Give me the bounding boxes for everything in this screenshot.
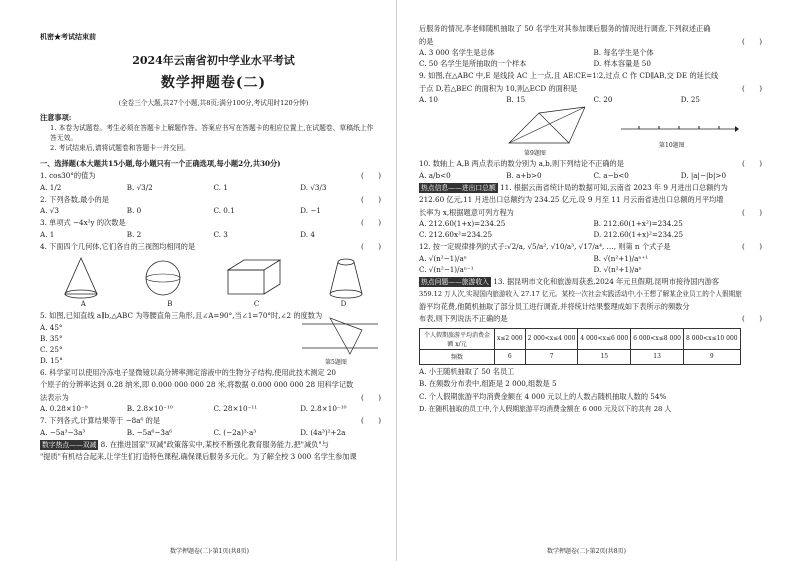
option-b: B. √(n²+1)/aⁿ⁺¹ <box>593 253 649 263</box>
exam-meta: (全卷三个大题,共27个小题,共8页;满分100分,考试用时120分钟) <box>118 99 309 107</box>
question-1: 1. cos30°的值为 ( ) <box>40 171 381 180</box>
figure-9-caption: 第9题图 <box>524 150 546 157</box>
question-13 <box>419 277 768 288</box>
question-8-options <box>419 47 768 69</box>
option-b: B. a+b>0 <box>506 170 542 180</box>
option-c: C. 25° <box>40 344 63 354</box>
question-10-text: 10. 数轴上 A,B 两点表示的数分别为 a,b,则下列结论不正确的是 <box>419 159 624 168</box>
table-header-cell: 个人假期旅游平均消费金额 x/元 <box>420 328 495 349</box>
option-c: C. 28×10⁻¹¹ <box>213 404 258 413</box>
option-a: A. 小王随机抽取了 50 名员工 <box>419 366 515 376</box>
frequency-table <box>419 328 741 365</box>
question-3-options <box>40 229 387 240</box>
question-2: 2. 下列各数,最小的是 ( ) <box>40 194 381 204</box>
hot-topic-tag: 数字热点——双减 <box>42 440 97 449</box>
table-cell: 9 <box>683 349 740 364</box>
question-7-text: 7. 下列各式,计算结果等于 −8a⁶ 的是 <box>40 416 161 425</box>
option-a: A. 212.60(1+x)=234.25 <box>419 219 506 228</box>
hot-topic-tag: 热点信息——进出口总额 <box>421 183 496 192</box>
option-d: D. √3/3 <box>300 182 327 192</box>
question-5-figure <box>300 316 380 360</box>
figures-9-10 <box>419 105 768 157</box>
question-6 <box>40 368 387 379</box>
option-b: B. 2 <box>126 229 142 239</box>
notice-2: 2. 考试结束后,请将试题卷和答题卡一并交回。 <box>50 144 190 152</box>
question-12-text: 12. 按一定规律排列的式子:√2/a, √5/a², √10/a³, √17/a⁴, …, 则第 n 个式子是 <box>419 242 671 251</box>
option-a: A <box>80 300 86 308</box>
hot-topic-tag: 热点问题——旅游收入 <box>421 277 489 286</box>
option-d: D. (4a³)²+2a <box>300 427 346 437</box>
option-c: C. √(n²−1)/aⁿ⁻¹ <box>419 264 474 274</box>
question-6-options <box>40 403 387 414</box>
question-1-text: 1. cos30°的值为 <box>40 171 96 180</box>
exam-page-2 <box>397 0 794 561</box>
question-12-options <box>419 253 768 275</box>
secret-label: 机密★考试结束前 <box>40 32 96 41</box>
question-5-text: 5. 如图,已知直线 a∥b,△ABC 为等腰直角三角形,且∠A=90°,当∠1=70°时,∠2 的度数为 <box>40 311 323 320</box>
question-3: 3. 单项式 −4x²y 的次数是 ( ) <box>40 218 381 227</box>
option-a: A. a/b<0 <box>419 170 451 180</box>
page-1-footer: 数学押题卷(二)·第1页(共8页) <box>170 548 249 555</box>
question-9-text-2: 于点 D,若△BEC 的面积为 10,则△ECD 的面积是 <box>419 83 578 93</box>
option-b: B. √3/2 <box>126 182 153 192</box>
question-12: 12. 按一定规律排列的式子:√2/a, √5/a², √10/a³, √17/a⁴, …, 则第 n 个式子是 ( ) <box>419 242 762 251</box>
table-cell: 7 <box>525 349 578 364</box>
question-13-text: 13. 据昆明市文化和旅游局获悉,2024 年元旦假期,昆明市接待国内游客 <box>493 276 720 286</box>
option-c: C. 1 <box>213 182 228 192</box>
table-cell: 6 <box>495 349 526 364</box>
option-c: C <box>253 300 260 308</box>
option-c: C. 20 <box>593 95 613 104</box>
question-6-text-3: 法表示为 <box>40 392 69 402</box>
option-d: D. −1 <box>300 206 321 215</box>
option-b: B. 0 <box>126 206 142 215</box>
question-9-options <box>419 94 768 105</box>
option-a: A. √3 <box>40 206 59 215</box>
question-4-text: 4. 下面四个几何体,它们各自的三视图均相同的是 <box>40 241 196 251</box>
question-5-body <box>40 322 387 366</box>
question-11-text-2: 212.60 亿元,11 月进出口总额约为 234.25 亿元,设 9 月至 11 月云南省进出口总额的月平均增 <box>419 195 724 204</box>
frustum-figure <box>326 256 366 300</box>
option-a: A. 1/2 <box>40 182 62 192</box>
option-a: A. 1 <box>40 229 55 239</box>
page-2-footer: 数学押题卷(二)·第2页(共8页) <box>547 548 626 555</box>
prism-figure <box>224 256 284 300</box>
option-b: B. 35° <box>40 333 63 343</box>
question-2-options <box>40 205 387 216</box>
question-11-text: 11. 根据云南省统计局的数据可知,云南省 2023 年 9 月进出口总额约为 <box>500 182 728 192</box>
option-a: A. 0.28×10⁻⁹ <box>40 404 88 413</box>
table-header-row <box>420 328 741 349</box>
question-13-text-4: 布表,则下列说法不正确的是 <box>419 314 508 323</box>
question-1-options <box>40 182 387 193</box>
option-c: C. (−2a)³·a³ <box>213 427 257 437</box>
option-c: C. 0.1 <box>213 206 235 215</box>
option-a: A. 10 <box>419 95 438 104</box>
option-b: B. 在频数分布表中,组距是 2 000,组数是 5 <box>419 379 557 388</box>
question-7-options <box>40 427 387 438</box>
question-9-line-2: 于点 D,若△BEC 的面积为 10,则△ECD 的面积是 ( ) <box>419 83 762 93</box>
question-4-labels <box>40 300 387 309</box>
option-d: D <box>340 300 347 308</box>
question-8-text-2: "提质"有机结合起来,让学生们打造特色课程,确保课后服务多元化。为了解全校 3 000 名学生参加课 <box>40 452 357 461</box>
table-cell: 15 <box>578 349 631 364</box>
option-d: D. 25 <box>680 95 700 104</box>
option-d: D. 2.8×10⁻¹⁰ <box>300 404 347 413</box>
option-c: C. 50 名学生是所抽取的一个样本 <box>419 59 527 68</box>
question-9-text: 9. 如图,在△ABC 中,E 是线段 AC 上一点,且 AE∶CE=1∶2,过点 C 作 CD∥AB,交 DE 的延长线 <box>419 71 719 80</box>
option-d: D. 212.60(1+x)²=234.25 <box>593 230 684 239</box>
option-b: B <box>167 300 173 308</box>
question-9-figure <box>499 105 589 149</box>
option-d: D. 15° <box>40 355 63 365</box>
question-3-text: 3. 单项式 −4x²y 的次数是 <box>40 218 126 227</box>
question-8-text: 8. 在推进国家"双减"政策落实中,某校不断强化教育服务能力,把"减负"与 <box>100 439 329 449</box>
option-b: B. −5a⁶−3a⁶ <box>126 427 173 437</box>
table-header-cell: 4 000<x≤6 000 <box>578 328 631 349</box>
option-b: B. 212.60(1+x²)=234.25 <box>593 219 683 228</box>
question-6-text-2: 个原子的分辨率达到 0.28 纳米,即 0.000 000 000 28 米,将数据 0.000 000 000 28 用科学记数 <box>40 380 354 389</box>
table-row <box>420 349 741 364</box>
table-cell: 频数 <box>420 349 495 364</box>
option-a: A. −5a³−3a³ <box>40 427 86 437</box>
option-d: D. 在随机抽取的员工中,个人假期旅游平均消费金额在 6 000 元及以下的共有 28 人 <box>419 405 672 413</box>
figure-10-caption: 第10题图 <box>659 142 685 149</box>
option-d: D. √(n²+1)/aⁿ <box>593 264 642 274</box>
option-a: A. 45° <box>40 322 63 332</box>
question-11 <box>419 183 768 194</box>
question-4-shapes <box>40 256 387 300</box>
question-11-line-3: 长率为 x,根据题意可列方程为 ( ) <box>419 207 762 217</box>
question-5 <box>40 311 340 322</box>
question-8-text-3: 后服务的情况,李老师随机抽取了 50 名学生对其参加课后服务的情况进行调查,下列叙述正确 <box>419 24 711 33</box>
table-header-cell: 6 000<x≤8 000 <box>631 328 684 349</box>
figure-5-caption: 第5题图 <box>325 358 347 366</box>
question-11-text-3: 长率为 x,根据题意可列方程为 <box>419 207 514 217</box>
option-c: C. 212.60x²=234.25 <box>419 230 493 239</box>
option-d: D. |a|−|b|>0 <box>680 170 727 180</box>
question-6-line-3: 法表示为 ( ) <box>40 392 381 402</box>
question-8-line-4: 的是 ( ) <box>419 36 762 46</box>
question-13-text-3: 游平均花费,他随机抽取了部分员工进行调查,并将统计结果整理成如下表所示的频数分 <box>419 301 690 311</box>
exam-title: 2024年云南省初中学业水平考试 <box>132 54 295 67</box>
question-8 <box>40 440 387 451</box>
option-c: C. 3 <box>213 229 228 239</box>
question-10: 10. 数轴上 A,B 两点表示的数分别为 a,b,则下列结论不正确的是 ( ) <box>419 159 762 168</box>
option-b: B. 15 <box>506 95 526 104</box>
option-a: A. 3 000 名学生是总体 <box>419 48 495 57</box>
exam-subtitle: 数学押题卷(二) <box>160 75 267 91</box>
section-1-heading: 一、选择题(本大题共15小题,每小题只有一个正确选项,每小题2分,共30分) <box>40 159 281 168</box>
question-10-options <box>419 170 768 181</box>
table-header-cell: x≤2 000 <box>495 328 526 349</box>
question-11-options <box>419 218 768 240</box>
cone-figure <box>61 256 101 300</box>
option-c: C. a−b<0 <box>593 170 629 180</box>
notice-1: 1. 本卷为试题卷。考生必须在答题卡上解题作答。答案应书写在答题卡的相应位置上,在试题卷、草稿纸上作答无效。 <box>50 124 374 142</box>
question-10-number-line <box>619 119 739 139</box>
option-c: C. 个人假期旅游平均消费金额在 4 000 元以上的人数占随机抽取人数的 54% <box>419 391 667 401</box>
notice-heading: 注意事项: <box>40 113 72 122</box>
option-d: D. 4 <box>300 229 315 239</box>
question-7: 7. 下列各式,计算结果等于 −8a⁶ 的是 ( ) <box>40 416 381 425</box>
question-4: 4. 下面四个几何体,它们各自的三视图均相同的是 ( ) <box>40 241 381 251</box>
table-cell: 13 <box>631 349 684 364</box>
sphere-figure <box>143 256 183 300</box>
table-header-cell: 2 000<x≤4 000 <box>525 328 578 349</box>
question-8-text-4: 的是 <box>419 36 434 46</box>
table-header-cell: 8 000<x≤10 000 <box>683 328 740 349</box>
question-13-line-4: 布表,则下列说法不正确的是 ( ) <box>419 314 762 323</box>
option-b: B. 2.8×10⁻¹⁰ <box>126 404 173 413</box>
question-13-text-2: 359.12 万人次,实现国内旅游收入 27.17 亿元。某校一次社会实践活动中,小王想了解某企业员工的个人假期旅 <box>419 290 742 298</box>
option-d: D. 样本容量是 50 <box>593 59 651 68</box>
question-6-text: 6. 科学家可以使用冷冻电子显微镜以高分辨率测定溶液中的生物分子结构,使用此技术测定 20 <box>40 367 336 377</box>
option-a: A. √(n²−1)/aⁿ <box>419 253 467 263</box>
question-2-text: 2. 下列各数,最小的是 <box>40 194 109 204</box>
option-b: B. 每名学生是个体 <box>593 48 654 57</box>
